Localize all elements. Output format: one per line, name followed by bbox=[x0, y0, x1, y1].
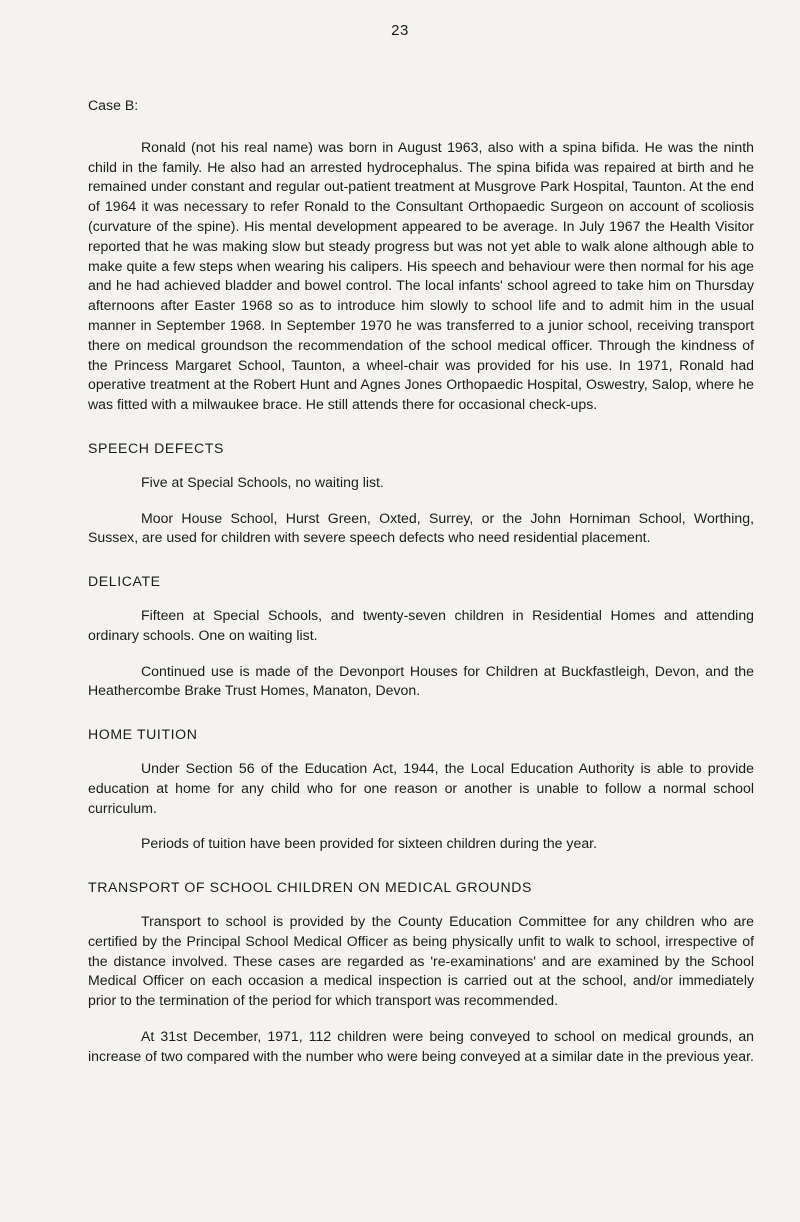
section-paragraph: Transport to school is provided by the County Education Committee for any children who are certified by the Principal School Medical Officer as being physically unfit to walk to school, irrespective of the distance involved. These cases are regarded as 're-examinations' and are examined by the School Medical Officer on each occasion a medical inspection is carried out at the school, and/or immediately prior to the termination of the period for which transport was recommended. bbox=[88, 912, 754, 1009]
section-paragraph: Periods of tuition have been provided for sixteen children during the year. bbox=[141, 835, 597, 852]
page-number: 23 bbox=[391, 22, 409, 39]
section-heading-home-tuition: HOME TUITION bbox=[88, 726, 198, 743]
section-paragraph: Fifteen at Special Schools, and twenty-seven children in Residential Homes and attending ordinary schools. One on waiting list. bbox=[88, 606, 754, 643]
page-content bbox=[88, 96, 754, 1082]
case-label: Case B: bbox=[88, 97, 139, 113]
section-heading-delicate: DELICATE bbox=[88, 573, 161, 590]
section-paragraph: Moor House School, Hurst Green, Oxted, Surrey, or the John Horniman School, Worthing, Sussex, are used for children with severe speech defects who need residential placement. bbox=[88, 509, 754, 546]
case-paragraph: Ronald (not his real name) was born in August 1963, also with a spina bifida. He was the ninth child in the family. He also had an arrested hydrocephalus. The spina bifida was repaired at birth and he remained under constant and regular out-patient treatment at Musgrove Park Hospital, Taunton. At the end of 1964 it was necessary to refer Ronald to the Consultant Orthopaedic Surgeon on account of scoliosis (curvature of the spine). His mental development appeared to be average. In July 1967 the Health Visitor reported that he was making slow but steady progress but was not yet able to walk alone although able to make quite a few steps when wearing his calipers. His speech and behaviour were then normal for his age and he had achieved bladder and bowel control. The local infants' school agreed to take him on Thursday afternoons after Easter 1968 so as to introduce him slowly to school life and to admit him in the usual manner in September 1968. In September 1970 he was transferred to a junior school, receiving transport there on medical groundson the recommendation of the school medical officer. Through the kindness of the Princess Margaret School, Taunton, a wheel-chair was provided for his use. In 1971, Ronald had operative treatment at the Robert Hunt and Agnes Jones Orthopaedic Hospital, Oswestry, Salop, where he was fitted with a milwaukee brace. He still attends there for occasional check-ups. bbox=[88, 138, 754, 413]
section-paragraph: At 31st December, 1971, 112 children were being conveyed to school on medical grounds, an increase of two compared with the number who were being conveyed at a similar date in the previous year. bbox=[88, 1027, 754, 1064]
section-heading-transport: TRANSPORT OF SCHOOL CHILDREN ON MEDICAL GROUNDS bbox=[88, 879, 533, 896]
section-paragraph: Under Section 56 of the Education Act, 1944, the Local Education Authority is able to provide education at home for any child who for one reason or another is unable to follow a normal school curriculum. bbox=[88, 759, 754, 816]
section-heading-speech-defects: SPEECH DEFECTS bbox=[88, 439, 225, 456]
section-paragraph: Continued use is made of the Devonport Houses for Children at Buckfastleigh, Devon, and the Heathercombe Brake Trust Homes, Manaton, Devon. bbox=[88, 662, 754, 699]
section-paragraph: Five at Special Schools, no waiting list. bbox=[141, 473, 384, 490]
